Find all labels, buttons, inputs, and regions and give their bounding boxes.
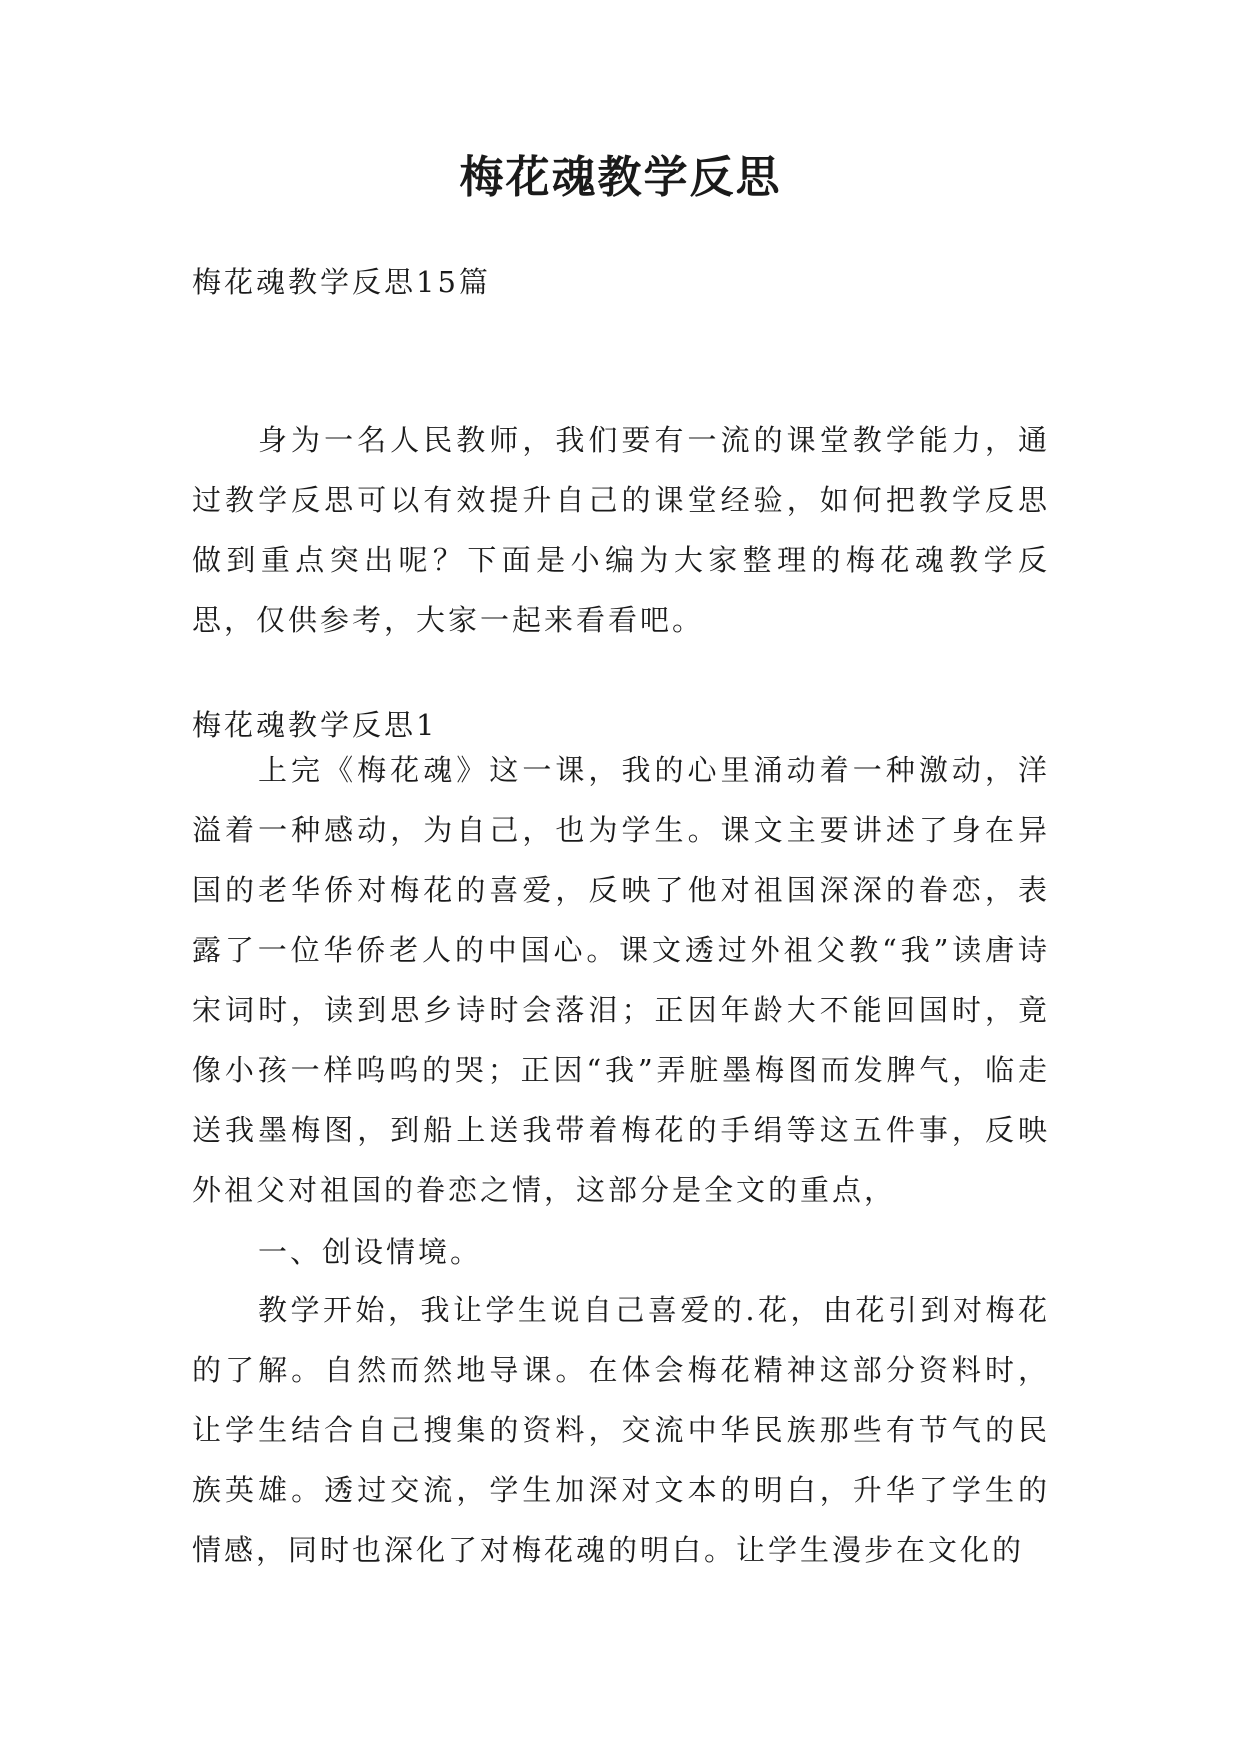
body-paragraph: 教学开始，我让学生说自己喜爱的.花，由花引到对梅花的了解。自然而然地导课。在体会梅花精神这部分资料时，让学生结合自己搜集的资料，交流中华民族那些有节气的民族英雄。透过交流，学生加深对文本的明白，升华了学生的情感，同时也深化了对梅花魂的明白。让学生漫步在文化的	[192, 1293, 1050, 1567]
document-title: 梅花魂教学反思	[459, 152, 782, 203]
body-paragraph: 上完《梅花魂》这一课，我的心里涌动着一种激动，洋溢着一种感动，为自己，也为学生。课文主要讲述了身在异国的老华侨对梅花的喜爱，反映了他对祖国深深的眷恋，表露了一位华侨老人的中国心。课文透过外祖父教“我”读唐诗宋词时，读到思乡诗时会落泪；正因年龄大不能回国时，竟像小孩一样呜呜的哭；正因“我”弄脏墨梅图而发脾气，临走送我墨梅图，到船上送我带着梅花的手绢等这五件事，反映外祖父对祖国的眷恋之情，这部分是全文的重点，	[192, 753, 1050, 1207]
section-heading: 一、创设情境。	[258, 1235, 483, 1269]
intro-paragraph: 身为一名人民教师，我们要有一流的课堂教学能力，通过教学反思可以有效提升自己的课堂经验，如何把教学反思做到重点突出呢？下面是小编为大家整理的梅花魂教学反思，仅供参考，大家一起来看看吧。	[192, 423, 1050, 637]
essay-heading: 梅花魂教学反思1	[192, 708, 438, 742]
document-subtitle: 梅花魂教学反思15篇	[192, 265, 491, 299]
